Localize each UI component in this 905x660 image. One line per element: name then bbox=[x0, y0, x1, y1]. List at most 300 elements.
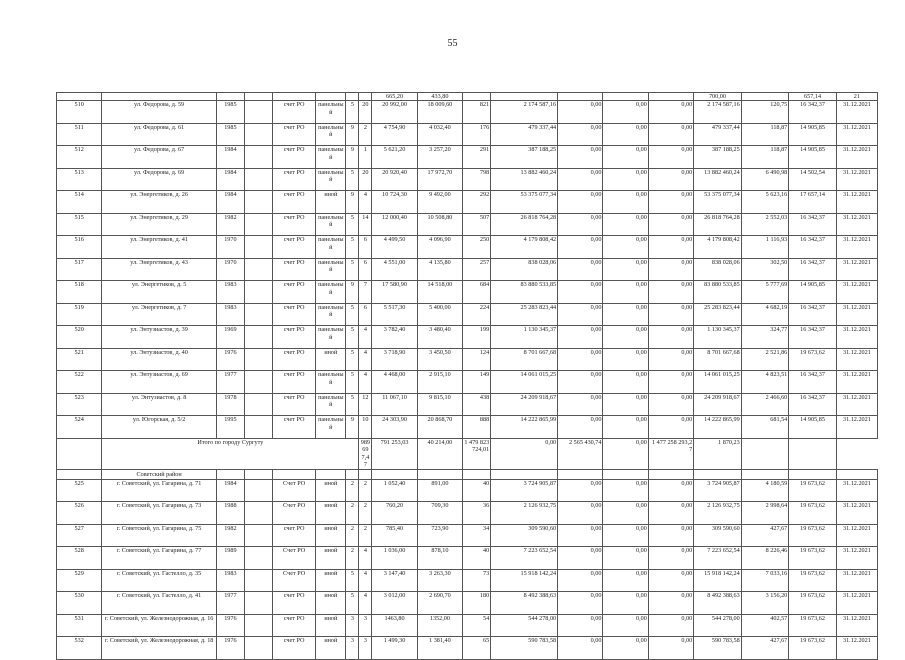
table-cell: ул. Федорова, д. 69 bbox=[102, 168, 217, 191]
table-cell: 73 bbox=[463, 569, 491, 592]
table-cell: 2 174 587,16 bbox=[694, 101, 742, 124]
table-cell bbox=[558, 469, 603, 479]
table-cell: 1977 bbox=[216, 592, 244, 615]
table-cell: 507 bbox=[463, 213, 491, 236]
table-cell: 24 209 918,67 bbox=[694, 393, 742, 416]
table-cell: 3 bbox=[359, 637, 372, 660]
table-cell: 17 972,70 bbox=[417, 168, 462, 191]
table-cell bbox=[603, 469, 648, 479]
table-cell: 433,80 bbox=[417, 93, 462, 101]
page-number: 55 bbox=[447, 38, 458, 49]
table-cell: панельный bbox=[316, 393, 346, 416]
table-cell: 0,00 bbox=[648, 371, 693, 394]
table-cell: 3 bbox=[346, 637, 359, 660]
table-cell: 1 bbox=[359, 146, 372, 169]
table-cell: 681,54 bbox=[741, 416, 789, 439]
table-cell: 118,87 bbox=[741, 123, 789, 146]
table-cell: 4 bbox=[359, 348, 372, 371]
table-cell: 0,00 bbox=[603, 416, 648, 439]
table-cell: 838 028,06 bbox=[694, 258, 742, 281]
table-cell: 522 bbox=[57, 371, 102, 394]
table-cell: 0,00 bbox=[648, 146, 693, 169]
table-row bbox=[57, 236, 878, 259]
table-cell: 4 bbox=[359, 569, 372, 592]
table-cell bbox=[244, 93, 272, 101]
table-cell: 17 580,90 bbox=[372, 281, 417, 304]
table-cell: 54 bbox=[463, 614, 491, 637]
table-cell: 1 036,00 bbox=[372, 547, 417, 570]
table-cell: 9 bbox=[346, 191, 359, 214]
table-row bbox=[57, 637, 878, 660]
table-row bbox=[57, 146, 878, 169]
table-cell: 665,20 bbox=[372, 93, 417, 101]
table-cell: 31.12.2021 bbox=[836, 637, 877, 660]
table-cell: 1970 bbox=[216, 236, 244, 259]
table-row bbox=[57, 101, 878, 124]
table-cell: 31.12.2021 bbox=[836, 191, 877, 214]
table-cell: 0,00 bbox=[558, 614, 603, 637]
table-row bbox=[57, 393, 878, 416]
table-cell: 402,57 bbox=[741, 614, 789, 637]
table-cell bbox=[836, 469, 877, 479]
table-cell: иной bbox=[316, 524, 346, 547]
table-cell: 16 342,37 bbox=[789, 213, 837, 236]
table-cell: 0,00 bbox=[603, 191, 648, 214]
table-row bbox=[57, 191, 878, 214]
table-cell: панельный bbox=[316, 213, 346, 236]
table-cell: 21 bbox=[836, 93, 877, 101]
table-cell: 14 905,85 bbox=[789, 281, 837, 304]
table-cell: ул. Энтузиастов, д. 40 bbox=[102, 348, 217, 371]
table-cell: 3 480,40 bbox=[417, 326, 462, 349]
table-cell: 4 499,50 bbox=[372, 236, 417, 259]
housing-registry-table bbox=[56, 92, 878, 660]
table-cell bbox=[316, 469, 346, 479]
table-cell bbox=[359, 469, 372, 479]
table-cell: 0,00 bbox=[603, 213, 648, 236]
table-cell: 544 278,00 bbox=[491, 614, 558, 637]
table-cell: 1 381,40 bbox=[417, 637, 462, 660]
table-cell: счет РО bbox=[273, 213, 316, 236]
table-cell: 83 880 533,85 bbox=[491, 281, 558, 304]
table-cell: 0,00 bbox=[558, 479, 603, 502]
table-cell: 3 bbox=[359, 614, 372, 637]
table-cell: 0,00 bbox=[558, 123, 603, 146]
table-cell: 785,40 bbox=[372, 524, 417, 547]
table-cell: 0,00 bbox=[558, 569, 603, 592]
table-cell: 2 521,86 bbox=[741, 348, 789, 371]
table-cell: 3 724 905,87 bbox=[491, 479, 558, 502]
table-cell: 3 012,00 bbox=[372, 592, 417, 615]
table-cell: 0,00 bbox=[558, 236, 603, 259]
table-cell: 525 bbox=[57, 479, 102, 502]
table-cell: счет РО bbox=[273, 326, 316, 349]
table-cell: 20 bbox=[359, 168, 372, 191]
table-cell: 878,10 bbox=[417, 547, 462, 570]
table-cell: 19 673,62 bbox=[789, 637, 837, 660]
table-cell: 2 126 932,75 bbox=[491, 502, 558, 525]
total-value: 1 477 258 293,27 bbox=[648, 438, 693, 469]
table-cell bbox=[216, 93, 244, 101]
table-cell: панельный bbox=[316, 236, 346, 259]
table-cell: 1976 bbox=[216, 614, 244, 637]
table-cell bbox=[244, 469, 272, 479]
table-cell: 31.12.2021 bbox=[836, 213, 877, 236]
table-cell: 14 905,85 bbox=[789, 416, 837, 439]
table-cell: 0,00 bbox=[558, 393, 603, 416]
table-cell: г. Советский, ул. Гагарина, д. 75 bbox=[102, 524, 217, 547]
table-cell bbox=[244, 524, 272, 547]
table-cell: 31.12.2021 bbox=[836, 416, 877, 439]
table-cell: 519 bbox=[57, 303, 102, 326]
table-cell: счет РО bbox=[273, 258, 316, 281]
table-cell: 2 998,64 bbox=[741, 502, 789, 525]
table-cell: 590 783,58 bbox=[491, 637, 558, 660]
table-cell: 4 135,80 bbox=[417, 258, 462, 281]
table-cell: 5 777,69 bbox=[741, 281, 789, 304]
table-cell bbox=[346, 93, 359, 101]
table-cell: 31.12.2021 bbox=[836, 281, 877, 304]
table-cell: 83 880 533,85 bbox=[694, 281, 742, 304]
table-cell: 9 492,00 bbox=[417, 191, 462, 214]
table-cell: 0,00 bbox=[558, 101, 603, 124]
table-cell: 31.12.2021 bbox=[836, 168, 877, 191]
table-cell: 0,00 bbox=[648, 592, 693, 615]
table-cell: 1984 bbox=[216, 146, 244, 169]
table-cell: 8 701 667,68 bbox=[491, 348, 558, 371]
table-cell: счет РО bbox=[273, 236, 316, 259]
table-row bbox=[57, 371, 878, 394]
table-cell bbox=[102, 93, 217, 101]
table-cell: 709,30 bbox=[417, 502, 462, 525]
table-cell: 0,00 bbox=[648, 614, 693, 637]
table-cell: 7 223 652,54 bbox=[491, 547, 558, 570]
table-cell: ул. Энтузиастов, д. 8 bbox=[102, 393, 217, 416]
table-cell: 0,00 bbox=[603, 547, 648, 570]
table-cell: счет РО bbox=[273, 348, 316, 371]
table-cell: 13 882 460,24 bbox=[491, 168, 558, 191]
table-row bbox=[57, 213, 878, 236]
table-cell: 479 337,44 bbox=[491, 123, 558, 146]
table-cell: 6 bbox=[359, 236, 372, 259]
table-cell: 31.12.2021 bbox=[836, 326, 877, 349]
table-cell: 1463,80 bbox=[372, 614, 417, 637]
table-cell: панельный bbox=[316, 258, 346, 281]
table-cell: иной bbox=[316, 502, 346, 525]
table-cell: 19 673,62 bbox=[789, 524, 837, 547]
table-cell: 199 bbox=[463, 326, 491, 349]
table-cell: 0,00 bbox=[603, 614, 648, 637]
table-cell bbox=[216, 469, 244, 479]
table-cell: 19 673,62 bbox=[789, 348, 837, 371]
table-cell bbox=[463, 469, 491, 479]
table-cell: 1995 bbox=[216, 416, 244, 439]
table-cell: 1984 bbox=[216, 479, 244, 502]
table-cell: 6 bbox=[359, 303, 372, 326]
table-cell: 12 000,40 bbox=[372, 213, 417, 236]
table-cell: 31.12.2021 bbox=[836, 614, 877, 637]
table-cell: 10 508,80 bbox=[417, 213, 462, 236]
table-cell: 292 bbox=[463, 191, 491, 214]
table-cell: 5 bbox=[346, 326, 359, 349]
table-cell: 512 bbox=[57, 146, 102, 169]
total-value: 40 214,00 bbox=[417, 438, 462, 469]
table-cell bbox=[244, 502, 272, 525]
table-cell bbox=[346, 469, 359, 479]
table-cell: счет РО bbox=[273, 524, 316, 547]
table-cell: 5 bbox=[346, 213, 359, 236]
table-cell: 20 bbox=[359, 101, 372, 124]
table-cell: 31.12.2021 bbox=[836, 258, 877, 281]
table-cell: 5 bbox=[346, 592, 359, 615]
table-cell: 14 bbox=[359, 213, 372, 236]
table-cell: 7 223 652,54 bbox=[694, 547, 742, 570]
table-cell: 19 673,62 bbox=[789, 502, 837, 525]
table-cell: 524 bbox=[57, 416, 102, 439]
table-cell: счет РО bbox=[273, 123, 316, 146]
table-cell: Счет РО bbox=[273, 479, 316, 502]
table-cell: 19 673,62 bbox=[789, 547, 837, 570]
table-cell: панельный bbox=[316, 416, 346, 439]
table-cell: 1982 bbox=[216, 524, 244, 547]
table-cell: 14 905,85 bbox=[789, 123, 837, 146]
table-cell bbox=[244, 101, 272, 124]
table-cell: 31.12.2021 bbox=[836, 524, 877, 547]
table-cell: 4 bbox=[359, 326, 372, 349]
table-cell: Счет РО bbox=[273, 569, 316, 592]
table-cell: 31.12.2021 bbox=[836, 547, 877, 570]
table-cell: 31.12.2021 bbox=[836, 146, 877, 169]
table-cell: 517 bbox=[57, 258, 102, 281]
table-cell: 511 bbox=[57, 123, 102, 146]
table-cell bbox=[244, 371, 272, 394]
table-cell: 40 bbox=[463, 547, 491, 570]
table-cell: панельный bbox=[316, 101, 346, 124]
table-cell: счет РО bbox=[273, 416, 316, 439]
table-cell: 0,00 bbox=[648, 569, 693, 592]
table-cell bbox=[741, 93, 789, 101]
table-cell: 479 337,44 bbox=[694, 123, 742, 146]
table-cell: 531 bbox=[57, 614, 102, 637]
table-cell: 4 682,19 bbox=[741, 303, 789, 326]
table-cell: счет РО bbox=[273, 371, 316, 394]
table-cell: г. Советский, ул. Гагарина, д. 73 bbox=[102, 502, 217, 525]
table-cell: ул. Энергетиков, д. 5 bbox=[102, 281, 217, 304]
table-cell: 523 bbox=[57, 393, 102, 416]
table-cell: 0,00 bbox=[603, 236, 648, 259]
table-cell: 4 180,59 bbox=[741, 479, 789, 502]
table-cell: панельный bbox=[316, 168, 346, 191]
table-cell: 657,14 bbox=[789, 93, 837, 101]
total-label: Итого по городу Сургуту bbox=[102, 438, 359, 469]
table-cell: 510 bbox=[57, 101, 102, 124]
table-row bbox=[57, 569, 878, 592]
table-cell: 1 116,93 bbox=[741, 236, 789, 259]
table-cell: 0,00 bbox=[603, 146, 648, 169]
table-cell: г. Советский, ул. Железнодорожная, д. 18 bbox=[102, 637, 217, 660]
table-cell: 516 bbox=[57, 236, 102, 259]
table-cell: 6 490,98 bbox=[741, 168, 789, 191]
table-cell: 1976 bbox=[216, 637, 244, 660]
table-cell: ул. Энергетиков, д. 41 bbox=[102, 236, 217, 259]
table-cell: ул. Энтузиастов, д. 69 bbox=[102, 371, 217, 394]
table-cell: 291 bbox=[463, 146, 491, 169]
table-row bbox=[57, 592, 878, 615]
table-cell bbox=[648, 93, 693, 101]
table-cell bbox=[244, 123, 272, 146]
table-cell: 14 518,00 bbox=[417, 281, 462, 304]
table-cell: 9 bbox=[346, 146, 359, 169]
table-cell: 1969 bbox=[216, 326, 244, 349]
table-cell: панельный bbox=[316, 326, 346, 349]
table-cell: 0,00 bbox=[558, 524, 603, 547]
table-cell: 1 130 345,37 bbox=[694, 326, 742, 349]
table-cell: 4 468,00 bbox=[372, 371, 417, 394]
table-cell: 0,00 bbox=[558, 303, 603, 326]
table-cell: 16 342,37 bbox=[789, 393, 837, 416]
table-cell: 0,00 bbox=[558, 371, 603, 394]
table-cell: счет РО bbox=[273, 592, 316, 615]
table-cell: 0,00 bbox=[648, 236, 693, 259]
table-cell: 5 bbox=[346, 236, 359, 259]
table-cell: 1 130 345,37 bbox=[491, 326, 558, 349]
table-cell: 25 283 823,44 bbox=[694, 303, 742, 326]
table-cell: 0,00 bbox=[648, 303, 693, 326]
table-cell bbox=[244, 416, 272, 439]
table-cell: 24 303,90 bbox=[372, 416, 417, 439]
table-cell: 3 450,50 bbox=[417, 348, 462, 371]
total-value bbox=[741, 438, 789, 469]
table-cell: 1 052,40 bbox=[372, 479, 417, 502]
table-cell: 529 bbox=[57, 569, 102, 592]
table-cell bbox=[244, 348, 272, 371]
table-cell: 19 673,62 bbox=[789, 614, 837, 637]
table-cell: иной bbox=[316, 348, 346, 371]
table-cell: 526 bbox=[57, 502, 102, 525]
table-cell: панельный bbox=[316, 281, 346, 304]
table-cell: 2 bbox=[359, 479, 372, 502]
table-cell bbox=[558, 93, 603, 101]
table-cell: 4 bbox=[359, 371, 372, 394]
table-cell: 0,00 bbox=[648, 547, 693, 570]
table-cell: 2 bbox=[346, 502, 359, 525]
table-cell: 9 bbox=[346, 416, 359, 439]
table-cell bbox=[244, 326, 272, 349]
table-cell: 387 188,25 bbox=[694, 146, 742, 169]
table-cell: 20 868,70 bbox=[417, 416, 462, 439]
table-cell: 0,00 bbox=[648, 416, 693, 439]
table-cell: г. Советский, ул. Железнодорожная, д. 16 bbox=[102, 614, 217, 637]
table-cell: 5 bbox=[346, 569, 359, 592]
table-cell: 891,00 bbox=[417, 479, 462, 502]
table-cell: г. Советский, ул. Гагарина, д. 71 bbox=[102, 479, 217, 502]
table-cell: 5 bbox=[346, 168, 359, 191]
table-cell: 6 bbox=[359, 258, 372, 281]
table-cell: 26 818 764,28 bbox=[491, 213, 558, 236]
table-cell: 2 690,70 bbox=[417, 592, 462, 615]
table-cell bbox=[57, 469, 102, 479]
table-cell: 723,90 bbox=[417, 524, 462, 547]
table-cell: 34 bbox=[463, 524, 491, 547]
table-cell: счет РО bbox=[273, 614, 316, 637]
table-cell bbox=[417, 469, 462, 479]
table-cell: 14 061 015,25 bbox=[491, 371, 558, 394]
table-cell: 309 590,60 bbox=[694, 524, 742, 547]
table-cell: 532 bbox=[57, 637, 102, 660]
table-cell: 0,00 bbox=[558, 637, 603, 660]
table-cell: счет РО bbox=[273, 101, 316, 124]
table-cell bbox=[648, 469, 693, 479]
table-cell: 0,00 bbox=[558, 258, 603, 281]
table-cell bbox=[244, 146, 272, 169]
table-cell bbox=[57, 93, 102, 101]
table-cell: ул. Федорова, д. 67 bbox=[102, 146, 217, 169]
table-cell: 590 783,58 bbox=[694, 637, 742, 660]
table-cell: иной bbox=[316, 592, 346, 615]
table-cell: 0,00 bbox=[603, 393, 648, 416]
table-cell bbox=[244, 191, 272, 214]
table-cell: 2 552,03 bbox=[741, 213, 789, 236]
table-cell: 3 147,40 bbox=[372, 569, 417, 592]
table-cell: 0,00 bbox=[603, 479, 648, 502]
table-cell: 31.12.2021 bbox=[836, 502, 877, 525]
table-cell bbox=[244, 569, 272, 592]
table-cell: 518 bbox=[57, 281, 102, 304]
table-cell: 31.12.2021 bbox=[836, 101, 877, 124]
table-cell: 8 492 388,63 bbox=[491, 592, 558, 615]
table-cell: 1985 bbox=[216, 123, 244, 146]
table-cell bbox=[491, 469, 558, 479]
table-cell: 520 bbox=[57, 326, 102, 349]
table-cell: 821 bbox=[463, 101, 491, 124]
table-cell: счет РО bbox=[273, 303, 316, 326]
table-cell: 13 882 460,24 bbox=[694, 168, 742, 191]
table-cell: 19 673,62 bbox=[789, 569, 837, 592]
table-cell bbox=[789, 469, 837, 479]
table-cell: 2 bbox=[359, 502, 372, 525]
table-cell: 0,00 bbox=[558, 348, 603, 371]
table-cell: 40 bbox=[463, 479, 491, 502]
table-cell bbox=[244, 614, 272, 637]
table-row bbox=[57, 281, 878, 304]
table-cell: 0,00 bbox=[558, 502, 603, 525]
table-cell: 0,00 bbox=[648, 213, 693, 236]
table-cell: 8 492 388,63 bbox=[694, 592, 742, 615]
table-cell: 120,75 bbox=[741, 101, 789, 124]
table-cell bbox=[244, 547, 272, 570]
table-cell: 31.12.2021 bbox=[836, 348, 877, 371]
table-cell: 0,00 bbox=[603, 502, 648, 525]
table-cell: 12 bbox=[359, 393, 372, 416]
table-cell: 3 257,20 bbox=[417, 146, 462, 169]
table-cell: 1984 bbox=[216, 168, 244, 191]
table-cell: 16 342,37 bbox=[789, 101, 837, 124]
table-row bbox=[57, 547, 878, 570]
table-row-region bbox=[57, 469, 878, 479]
table-cell: 0,00 bbox=[648, 168, 693, 191]
table-cell: 0,00 bbox=[603, 348, 648, 371]
table-cell: 20 992,00 bbox=[372, 101, 417, 124]
table-cell: 0,00 bbox=[558, 213, 603, 236]
table-cell: 0,00 bbox=[558, 416, 603, 439]
table-cell: ул. Энергетиков, д. 43 bbox=[102, 258, 217, 281]
table-cell: 16 342,37 bbox=[789, 303, 837, 326]
table-cell: иной bbox=[316, 191, 346, 214]
table-cell: 0,00 bbox=[558, 281, 603, 304]
table-cell: 7 033,16 bbox=[741, 569, 789, 592]
table-cell: 0,00 bbox=[648, 281, 693, 304]
table-row-total bbox=[57, 438, 878, 469]
